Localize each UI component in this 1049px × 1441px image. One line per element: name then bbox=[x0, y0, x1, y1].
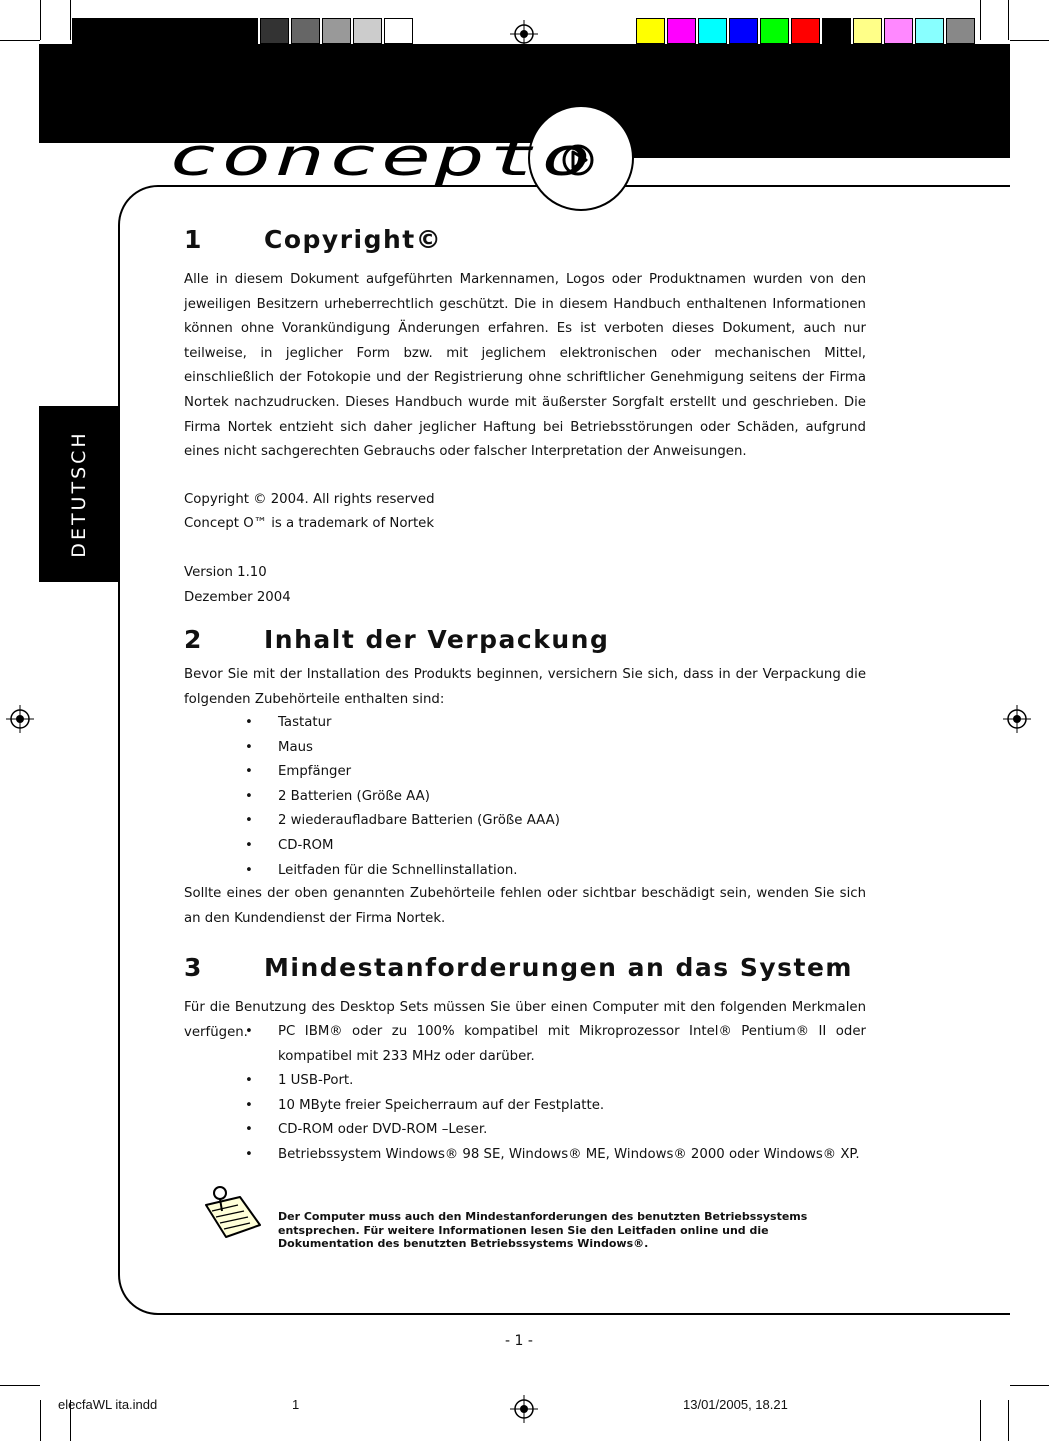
language-tab-label: DETUTSCH bbox=[68, 430, 90, 558]
section-2-outro: Sollte eines der oben genannten Zubehörteile fehlen oder sichtbar beschädigt sein, wenden Sie sich an den Kundendienst der Firma Nortek. bbox=[184, 886, 866, 926]
slug-filename: elecfaWL ita.indd bbox=[58, 1397, 158, 1412]
registration-mark-icon bbox=[6, 705, 34, 733]
section-2-heading: 2 Inhalt der Verpackung bbox=[184, 625, 610, 654]
list-item: • 10 MByte freier Speicherraum auf der Festplatte. bbox=[245, 1094, 866, 1119]
section-2-intro: Bevor Sie mit der Installation des Produkts beginnen, versichern Sie sich, dass in der Verpackung die folgenden Zubehörteile enthalten sind: bbox=[184, 667, 866, 707]
section-1-heading: 1 Copyright© bbox=[184, 225, 443, 254]
list-item: • Betriebssystem Windows® 98 SE, Windows® ME, Windows® 2000 oder Windows® XP. bbox=[245, 1143, 866, 1168]
slug-page: 1 bbox=[292, 1397, 300, 1412]
page-number: - 1 - bbox=[505, 1333, 533, 1349]
copyright-line: Copyright © 2004. All rights reserved bbox=[184, 492, 435, 507]
section-3-intro: Für die Benutzung des Desktop Sets müssen Sie über einen Computer mit den folgenden Merkmalen verfügen. bbox=[184, 1000, 866, 1040]
list-item: • Maus bbox=[245, 736, 866, 761]
version-line: Version 1.10 bbox=[184, 565, 267, 580]
requirements-note: Der Computer muss auch den Mindestanforderungen des benutzten Betriebssystems entsprechen. Für weitere Informationen lesen Sie den Leitfaden online und die Dokumentation des benutzten Betriebssystems Windows®. bbox=[278, 1210, 808, 1250]
brand-logo: concepto bbox=[168, 128, 595, 188]
registration-mark-icon bbox=[510, 1395, 538, 1423]
note-pin-icon bbox=[198, 1185, 270, 1247]
section-3-heading: 3 Mindestanforderungen an das System bbox=[184, 953, 853, 982]
list-item: • CD-ROM oder DVD-ROM –Leser. bbox=[245, 1118, 866, 1143]
system-requirements-list bbox=[245, 1020, 866, 1168]
list-item: • Empfänger bbox=[245, 760, 866, 785]
list-item: • PC IBM® oder zu 100% kompatibel mit Mikroprozessor Intel® Pentium® II oder kompatibel mit 233 MHz oder darüber. bbox=[245, 1020, 866, 1069]
list-item: • CD-ROM bbox=[245, 834, 866, 859]
list-item: • 2 wiederaufladbare Batterien (Größe AAA) bbox=[245, 809, 866, 834]
list-item: • Leitfaden für die Schnellinstallation. bbox=[245, 859, 866, 884]
language-tab bbox=[39, 406, 119, 582]
section-1-body: Alle in diesem Dokument aufgeführten Markennamen, Logos oder Produktnamen wurden von den jeweiligen Besitzern urheberrechtlich geschützt. Die in diesem Handbuch enthaltenen Informationen können ohne Vorankündigung Änderungen erfahren. Es ist verboten dieses Dokument, auch nur teilweise, in jeglicher Form bzw. mit jeglichem elektronischen oder mechanischen Mittel, einschließlich der Fotokopie und der Registrierung ohne schriftlicher Genehmigung seitens der Firma Nortek nachzudrucken. Dieses Handbuch wurde mit äußerster Sorgfalt erstellt und geschrieben. Die Firma Nortek entzieht sich daher jeglicher Haftung bei Betriebsstörungen oder Schäden, aufgrund eines nicht sachgerechten Gebrauchs oder falscher Interpretation der Anweisungen. bbox=[184, 272, 866, 460]
list-item: • 2 Batterien (Größe AA) bbox=[245, 785, 866, 810]
trademark-line: Concept O™ is a trademark of Nortek bbox=[184, 516, 435, 531]
slug-timestamp: 13/01/2005, 18.21 bbox=[683, 1397, 788, 1412]
list-item: • 1 USB-Port. bbox=[245, 1069, 866, 1094]
date-line: Dezember 2004 bbox=[184, 590, 291, 605]
package-contents-list bbox=[245, 711, 866, 883]
list-item: • Tastatur bbox=[245, 711, 866, 736]
